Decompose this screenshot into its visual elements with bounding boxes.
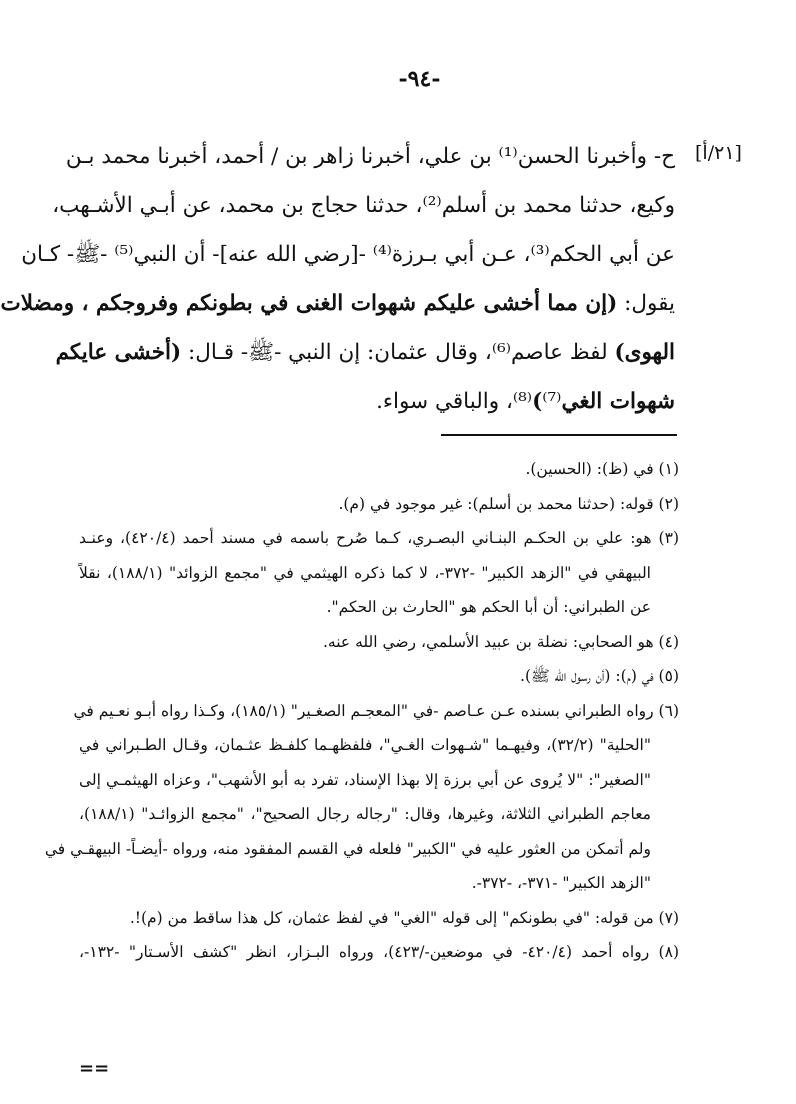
narration-text: ، وقال عثمان: إن النبي -ﷺ- قـال: xyxy=(181,340,492,365)
main-text-line xyxy=(85,377,675,426)
main-text-line xyxy=(65,132,675,181)
footnote-line: (٨) رواه أحمد (٤٢٠/٤- في موضعين-/٤٢٣)، ورواه البـزار، انظر "كشف الأسـتار" -١٣٢-، xyxy=(79,943,679,961)
narration-text: لفظ عاصم xyxy=(511,340,615,365)
footnote-line: ولم أتمكن من العثور عليه في "الكبير" فلعله في القسم المفقود منه، ورواه -أيضـاً- البيهقـي في xyxy=(44,839,651,858)
main-text-line xyxy=(0,279,675,328)
hadith-quote-text: الهوى) xyxy=(614,340,675,365)
narration-text: -ﷺ- كـان xyxy=(21,242,115,267)
manuscript-folio-reference: [٢١/أ] xyxy=(695,142,742,164)
narration-text: عن أبي الحكم xyxy=(549,242,675,267)
narration-text: ، والباقي سواء. xyxy=(376,389,513,414)
footnote-line: (٢) قوله: (حدثنا محمد بن أسلم): غير موجود في (م). xyxy=(338,494,679,513)
hadith-quote-text: (إن مما أخشى عليكم شهوات الغنى في بطونكم وفروجكم ، ومضلات xyxy=(0,291,618,316)
footnote-divider xyxy=(441,434,677,436)
narration-text: -[رضي الله عنه]- أن النبي xyxy=(133,242,373,267)
footnote-line: (٦) رواه الطبراني بسنده عـن عـاصم -في "المعجـم الصغـير" (١٨٥/١)، وكـذا رواه أبـو نعـيم في xyxy=(73,701,679,720)
narration-text: وكيع، حدثنا محمد بن أسلم xyxy=(441,193,675,218)
footnote-line: عن الطبراني: أن أبا الحكم هو "الحارث بن الحكم". xyxy=(326,598,651,616)
footnote-line: (٤) هو الصحابي: نضلة بن عبيد الأسلمي، رضي الله عنه. xyxy=(322,632,679,651)
footnote-line: معاجم الطبراني الثلاثة، وغيرها، وقال: "رجاله رجال الصحيح"، "مجمع الزوائـد" (١٨٨/١)، xyxy=(79,805,651,823)
narration-text: ⁽¹⁾ xyxy=(498,144,518,169)
narration-text: ، عـن أبي بـرزة xyxy=(391,242,531,267)
main-text-line xyxy=(52,181,675,230)
page-number: -٩٤- xyxy=(398,66,441,92)
hadith-quote-text: ) xyxy=(532,389,543,414)
main-text-block xyxy=(0,132,675,426)
narration-text: ⁽²⁾ xyxy=(422,193,442,218)
narration-text: ⁽⁴⁾ xyxy=(372,242,392,267)
footnote-line: "الزهد الكبير" -٣٧١-، -٣٧٢-. xyxy=(471,874,651,892)
footnotes-block xyxy=(44,452,679,970)
footnote-line: "الحلية" (٣٢/٢)، وفيهـما "شـهوات الغـي"، فلفظهـما كلفـظ عثـمان، وقـال الطـبراني في xyxy=(79,736,651,754)
main-text-line xyxy=(21,230,675,279)
narration-text: ⁽⁶⁾ xyxy=(491,340,511,365)
footnote-line: (١) في (ظ): (الحسين). xyxy=(525,460,679,478)
footnote-line: (٧) من قوله: "في بطونكم" إلى قوله "الغي" في لفظ عثمان، كل هذا ساقط من (م)!. xyxy=(129,908,679,927)
narration-text: ، حدثنا حجاج بن محمد، عن أبـي الأشـهب، xyxy=(52,193,423,218)
continuation-mark: == xyxy=(79,1058,110,1079)
narration-text: ⁽³⁾ xyxy=(530,242,550,267)
footnote-line: (٣) هو: علي بن الحكـم البنـاني البصـري، كـما صُرح باسمه في مسند أحمد (٤٢٠/٤)، وعنـد xyxy=(79,529,679,547)
narration-text: ⁽⁷⁾ xyxy=(542,389,562,414)
footnote-line: "الصغير": "لا يُروى عن أبي برزة إلا بهذا الإسناد، تفرد به أبو الأشهب"، وعزاه الهيثمـي إلى xyxy=(79,770,651,789)
narration-text: ⁽⁵⁾ xyxy=(114,242,134,267)
narration-text: بن علي، أخبرنا زاهر بن / أحمد، أخبرنا محمد بـن xyxy=(65,144,499,169)
narration-text: ⁽⁸⁾ xyxy=(512,389,533,414)
hadith-quote-text: شهوات الغي xyxy=(561,389,675,414)
footnote-line: (٥) في (م): (أن رسول الله ﷺ). xyxy=(520,667,679,685)
hadith-quote-text: (أخشى عايكم xyxy=(55,340,182,365)
narration-text: ح- وأخبرنا الحسن xyxy=(517,144,675,169)
main-text-line xyxy=(55,328,675,377)
narration-text: يقول: xyxy=(617,291,675,316)
footnote-line: البيهقي في "الزهد الكبير" -٣٧٢-، لا كما ذكره الهيثمي في "مجمع الزوائد" (١٨٨/١)، نقلاً xyxy=(79,563,651,582)
